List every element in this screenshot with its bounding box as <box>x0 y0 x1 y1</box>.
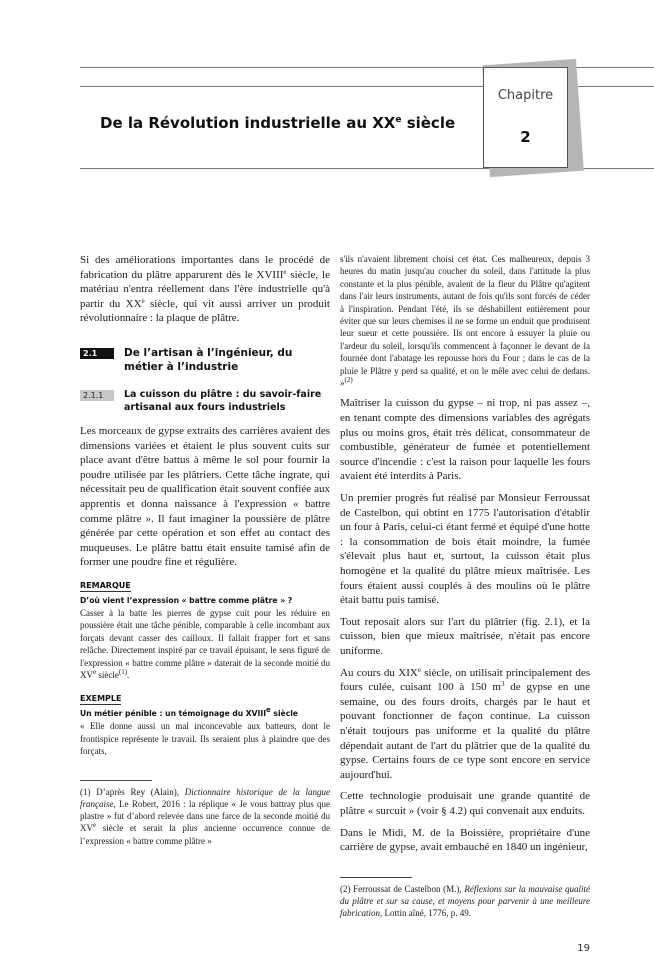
chapter-title <box>100 114 455 132</box>
exemple-text: « Elle donne aussi un mal inconcevable aux batteurs, dont le frontispice représente le travail. Ils seraient plus à plaindre que des forçats, <box>80 721 330 757</box>
body-paragraph: Les morceaux de gypse extraits des carrières avaient des dimensions variées et étaient le plus souvent cuits sur place avant d'être battus à même le sol pour fournir la poudre utilisée par les plâtriers. Cette tâche ingrate, qui nécessitait peu de qualification était souvent confiée aux apprentis et donna naissance à l'expression « battre comme plâtre ». Il faut imaginer la poussière de plâtre générée par cette opération et son effet au contact des muqueuses. Le plâtre battu était ensuite tamisé afin de former une poudre fine et régulière. <box>80 424 330 569</box>
subsection-title: La cuisson du plâtre : du savoir-faire artisanal aux fours industriels <box>124 388 322 413</box>
body-paragraph: Dans le Midi, M. de la Boissière, propriétaire d'une carrière de gypse, avait embauché en 1840 un ingénieur, <box>340 826 590 854</box>
footnote-ref-1[interactable]: (1) <box>118 667 128 676</box>
footnote-1-a: D’après Rey (Alain), <box>90 786 185 797</box>
body-paragraph: Maîtriser la cuisson du gypse – ni trop, ni pas assez –, en tenant compte des dimensions variables des agrégats plus ou moins gros, était très délicat, consommateur de combustible, générateur de fumée et potentiellement source d'incendie : c'est la raison pour laquelle les fours avaient été interdits à Paris. <box>340 397 590 483</box>
remarque-text-b: siècle <box>96 669 119 680</box>
exemple-subheading-b: siècle <box>270 709 298 719</box>
body-paragraph: Tout reposait alors sur l'art du plâtrier (fig. 2.1), et la cuisson, bien que mieux maîtrisée, n'était pas encore uniforme. <box>340 615 590 657</box>
footnote-rule <box>80 780 152 781</box>
intro-sup-1: e <box>283 267 287 276</box>
footnote-2-number: (2) <box>340 883 351 894</box>
remarque-heading: REMARQUE <box>80 580 131 590</box>
footnote-1-title: Dictionnaire historique de la langue française <box>80 786 330 809</box>
footnote-1-c: siècle et serait la plus ancienne occurrence connue de l’expression « battre comme plâtre » <box>80 823 330 846</box>
exemple-box <box>80 683 330 757</box>
right-column <box>340 253 590 976</box>
quote-continuation <box>340 253 590 389</box>
body-paragraph: Un premier progrès fut réalisé par Monsieur Ferroussat de Castelbon, qui obtint en 1775 l'autorisation d'établir un four à Paris, celui-ci étant fermé et équipé d'une hotte : la consommation de bois était moindre, la fumée s'élevait plus haut et, surtout, la cuisson était plus homogène et la qualité du plâtre mieux maîtrisée. Les fours étaient aussi couplés à des moulins où le plâtre était battu puis tamisé. <box>340 492 590 607</box>
section-heading-2-1 <box>80 346 330 374</box>
chapter-title-text: De la Révolution industrielle au XX <box>100 114 396 132</box>
footnote-1 <box>80 780 330 847</box>
page-number-row <box>340 938 590 976</box>
page-body <box>80 253 591 976</box>
footnote-1-sup: e <box>93 821 97 830</box>
remarque-text-end: . <box>127 669 130 680</box>
header-rule-middle-right <box>568 86 654 87</box>
left-column <box>80 253 330 847</box>
exemple-subheading-a: Un métier pénible : un témoignage du XVIII <box>80 709 267 719</box>
chapter-label: Chapitre <box>497 88 554 103</box>
remarque-text <box>80 607 330 681</box>
footnote-2-text <box>340 883 590 920</box>
footnote-1-text <box>80 786 330 847</box>
footnote-rule <box>340 877 412 878</box>
remarque-subheading: D’où vient l’expression « battre comme plâtre » ? <box>80 595 293 605</box>
footnote-1-number: (1) <box>80 786 91 797</box>
header-rule-middle-left <box>80 86 483 87</box>
remarque-sup: e <box>93 667 97 676</box>
body-paragraph: Cette technologie produisait une grande quantité de plâtre « surcuit » (voir § 4.2) qui convenait aux enduits. <box>340 790 590 817</box>
body-paragraph <box>340 666 590 783</box>
chapter-title-end: siècle <box>401 114 456 132</box>
exemple-heading: EXEMPLE <box>80 694 122 704</box>
footnote-2-b: , Lottin aîné, 1776, p. 49. <box>380 908 471 919</box>
p4-sup-cubic: 3 <box>500 680 505 689</box>
exemple-subheading-sup: e <box>266 706 271 715</box>
remarque-text-a: Casser à la batte les pierres de gypse cuit pour les réduire en poussière était une tâche pénible, comparable à celle incombant aux forçats devant casser des cailloux. Il fallait frapper fort et sans relâche. Directement inspiré par ce travail épuisant, le sens figuré de l'expression « battre comme plâtre » daterait de la seconde moitié du XV <box>80 607 330 680</box>
intro-text-1: Si des améliorations importantes dans le procédé de fabrication du plâtre apparurent dès le XVIII <box>80 254 330 281</box>
p4-text-a: Au cours du XIX <box>340 666 418 679</box>
footnote-2-title: Réflexions sur la mauvaise qualité du plâtre et sur sa cause, et moyens pour parvenir à une meilleure fabrication <box>340 883 591 919</box>
quote-text: s'ils n'avaient librement choisi cet état. Ces malheureux, depuis 3 heures du matin jusqu'au coucher du soleil, dans l'attitude la plus constante et la plus pénible, avalent de la fleur du Plâtre qu'agitent dans l'air leurs instruments, autant de fois qu'ils sont forcés de céder à l'inspiration. Pendant l'été, ils se déshabillent entièrement pour éviter que sur leurs chemises il ne se forme un enduit que produisent leur sueur et cette poussière. Ils ont encore à essuyer la pluie ou l'ardeur du soleil, lorsqu'ils commencent à façonner le devant de la fournée dont l'abatage les repousse hors du Four ; dans le cas de la pluie le Plâtre y perd sa qualité, et on le mêle avec celui de dedans. » <box>340 254 590 389</box>
chapter-box <box>483 67 568 168</box>
subsection-number-badge: 2.1.1 <box>80 390 114 401</box>
exemple-subheading <box>80 708 330 720</box>
p4-text-c: de gypse en une semaine, ou des fours droits, chargés par le haut et pouvant fonctionner de façon continue. La cuisson n'était toujours pas uniforme et la qualité du plâtre dépendait autant de l'art du plâtrier que de la qualité du gypse. Certains fours de ce type sont encore en service aujourd'hui. <box>340 681 591 781</box>
section-heading-2-1-1 <box>80 388 330 414</box>
footnote-2 <box>340 877 590 920</box>
page-number: 19 <box>577 942 590 954</box>
chapter-number: 2 <box>520 128 531 146</box>
intro-text-2: siècle, le matériau n'entra réellement dans l'ère industrielle qu'à partir du XX <box>80 268 330 310</box>
footnote-2-a: Ferroussat de Castelbon (M.), <box>350 883 465 894</box>
intro-text-3: siècle, qui vit aussi arriver un produit révolutionnaire : la plaque de plâtre. <box>80 297 330 325</box>
p4-text-b: siècle, on utilisait principalement des fours culée, cuisant 100 à 150 m <box>340 666 590 694</box>
intro-sup-2: e <box>141 296 145 305</box>
remarque-box <box>80 570 330 681</box>
section-number-badge: 2.1 <box>80 348 114 359</box>
footnote-1-b: , Le Robert, 2016 : la réplique « Je vous battray plus que plastre » fut d’abord relevée dans une farce de la seconde moitié du XV <box>80 798 330 834</box>
p4-sup: e <box>417 665 421 674</box>
footnote-ref-2[interactable]: (2) <box>344 376 353 385</box>
intro-paragraph <box>80 253 330 326</box>
section-title: De l’artisan à l’ingénieur, du métier à l’industrie <box>124 346 293 373</box>
chapter-title-superscript: e <box>395 115 402 125</box>
